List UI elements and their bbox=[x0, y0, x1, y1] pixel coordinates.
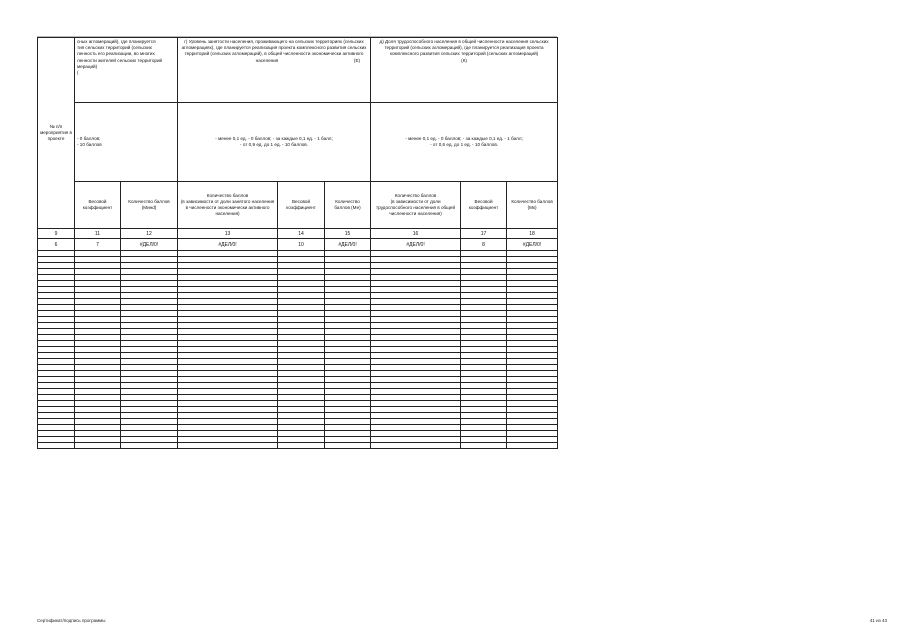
scores-partial bbox=[75, 103, 178, 182]
table-cell: #ДЕЛ/0! bbox=[178, 239, 278, 251]
criteria-d-text: д) Доля трудоспособного населения в общей численности населения сельских территорий (сельских агломераций), где планируется реализация проекта комплексного развития сельских территорий (сельских агломераций) bbox=[379, 39, 549, 57]
empty-cell bbox=[507, 443, 558, 449]
criteria-g-text: г) Уровень занятости населения, проживающего на сельских территориях (сельских агломерациях), где планируется реализация проекта комплексного развития сельских территорий (сельских агломераций), в общей численности экономически активного населения bbox=[181, 39, 367, 63]
blank-rows bbox=[38, 251, 558, 449]
points-mk-header: Количество баллов (Мк) bbox=[507, 182, 558, 229]
scores-row bbox=[38, 103, 558, 182]
weight-1-header: Весовой коэффициент bbox=[75, 182, 121, 229]
col-number: 11 bbox=[75, 229, 121, 239]
table-cell: #ДЕЛ/0! bbox=[325, 239, 371, 251]
col-number: 12 bbox=[121, 229, 178, 239]
empty-cell bbox=[461, 443, 507, 449]
points-me-header: Количество баллов (Ме) bbox=[325, 182, 371, 229]
page-number: 41 из 43 bbox=[869, 618, 887, 623]
scores-g-text: - менее 0,1 ед. - 0 баллов; - за каждые 0,1 ед. - 1 балл; - от 0,9 ед. до 1 ед. - 10 баллов. bbox=[215, 135, 333, 147]
subheader-row bbox=[38, 182, 558, 229]
table-cell: 6 bbox=[38, 239, 75, 251]
table-cell: #ДЕЛ/0! bbox=[121, 239, 178, 251]
points-k-text: Количество баллов (в зависимости от доли трудоспособного населения в общей численности населения) bbox=[376, 192, 456, 217]
evaluation-table bbox=[37, 37, 558, 449]
empty-cell bbox=[121, 443, 178, 449]
criteria-partial-letter: ( bbox=[77, 70, 79, 76]
col-number: 14 bbox=[278, 229, 325, 239]
table-cell: 10 bbox=[278, 239, 325, 251]
first-col-label: № п/п мероприятия в проекте bbox=[38, 38, 75, 229]
empty-cell bbox=[38, 443, 75, 449]
empty-cell bbox=[75, 443, 121, 449]
criteria-d-header bbox=[371, 38, 558, 103]
scores-partial-text: - 0 баллов; - 10 баллов bbox=[77, 135, 102, 147]
empty-row bbox=[38, 443, 558, 449]
criteria-d-letter: (К) bbox=[461, 57, 467, 63]
col-number: 9 bbox=[38, 229, 75, 239]
col-number: 15 bbox=[325, 229, 371, 239]
col-number: 13 bbox=[178, 229, 278, 239]
points-k-header bbox=[371, 182, 461, 229]
criteria-g-header bbox=[178, 38, 371, 103]
criteria-partial-text: сных агломераций), где планируется тия сельских территорий (сельских ленность его реализации, во многих ленности жителей сельских территорий мераций) bbox=[77, 39, 163, 69]
table-cell: 7 bbox=[75, 239, 121, 251]
scores-g bbox=[178, 103, 371, 182]
scores-d-text: - менее 0,1 ед. - 0 баллов; - за каждые 0,1 ед. - 1 балл; - от 0,6 ед. до 1 ед. - 10 баллов. bbox=[405, 135, 523, 147]
weight-3-header: Весовой коэффициент bbox=[461, 182, 507, 229]
points-m-header: Количество баллов (Mинd) bbox=[121, 182, 178, 229]
table-cell: #ДЕЛ/0! bbox=[371, 239, 461, 251]
col-number: 16 bbox=[371, 229, 461, 239]
points-e-header bbox=[178, 182, 278, 229]
criteria-g-letter: (Е) bbox=[353, 57, 361, 63]
table-cell: 8 bbox=[461, 239, 507, 251]
col-number: 18 bbox=[507, 229, 558, 239]
empty-cell bbox=[371, 443, 461, 449]
points-e-text: Количество баллов (в зависимости от доли занятого населения в численности экономически активного населения) bbox=[180, 192, 275, 217]
column-numbers-row bbox=[38, 229, 558, 239]
empty-cell bbox=[178, 443, 278, 449]
criteria-partial-header bbox=[75, 38, 178, 103]
empty-cell bbox=[278, 443, 325, 449]
data-row-1 bbox=[38, 239, 558, 251]
col-number: 17 bbox=[461, 229, 507, 239]
table-cell: #ДЕЛ/0! bbox=[507, 239, 558, 251]
weight-2-header: Весовой коэффициент bbox=[278, 182, 325, 229]
criteria-header-row bbox=[38, 38, 558, 103]
scores-d bbox=[371, 103, 558, 182]
empty-cell bbox=[325, 443, 371, 449]
footer-left: Сертификат/подпись программы bbox=[37, 618, 106, 623]
